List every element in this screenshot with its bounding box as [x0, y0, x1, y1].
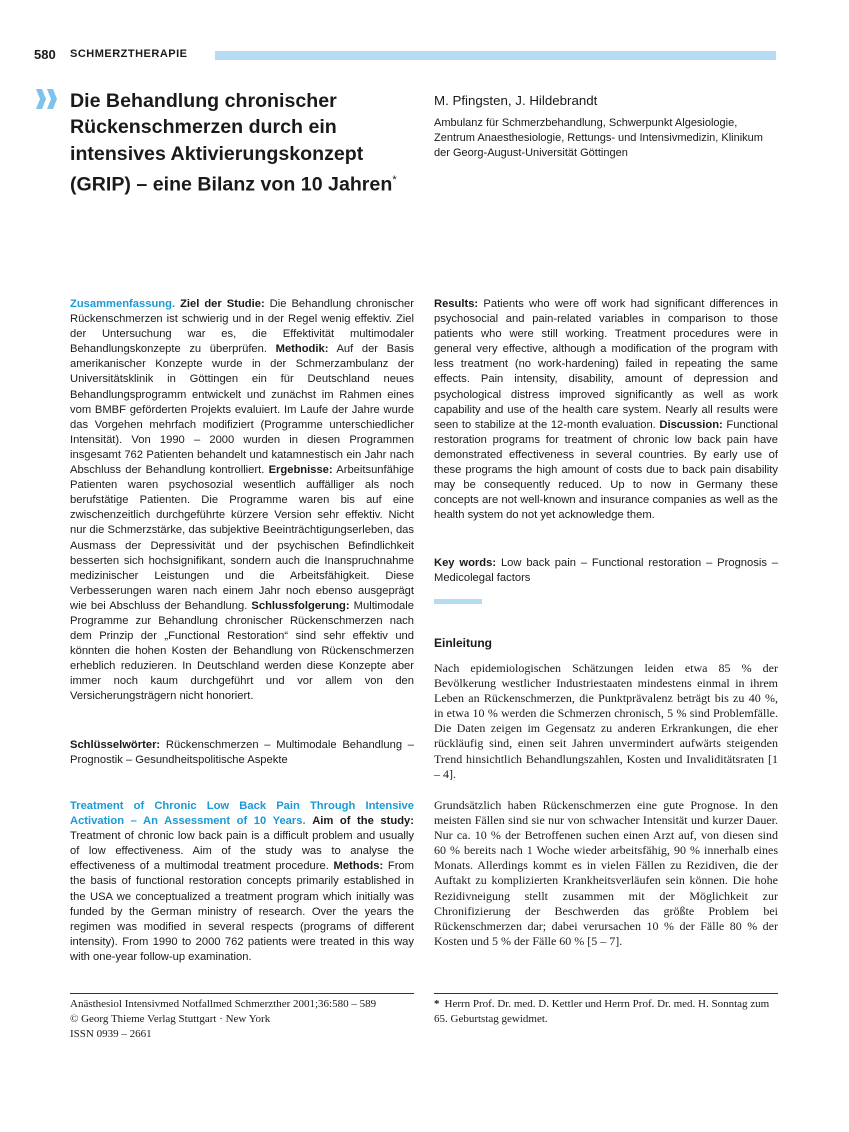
results-text-en: Patients who were off work had significant differences in psychosocial and pain-related variables in comparison to those patients who were still working. Treatment procedures were in general very effective, although a modification of the program with less treatment (no work-hardening) failed in repeating the same effects. Pain intensity, disability, amount of depression and psychological distress improved significantly as well as work capability and use of the health care system. Nearly all results were seen to stabilize at the 12-month evaluation. [434, 298, 779, 431]
abstract-en-heading: Treatment of Chronic Low Back Pain Through Intensive Activation – An Assessment of 10 Years. [70, 800, 414, 828]
page-number: 580 [34, 47, 56, 62]
methods-label-en: Methods: [333, 860, 384, 873]
aim-label-de: Ziel der Studie: [180, 298, 265, 310]
footer-rule-left [70, 993, 414, 994]
methods-label-de: Methodik: [275, 343, 329, 356]
intro-paragraph-1: Nach epidemiologischen Schätzungen leiden etwa 85 % der Bevölkerung westlicher Industriestaaten mindestens einmal in ihrem Leben an Rückenschmerzen, die Punktprävalenz beträgt bis zu 40 %, in etwa 10 % werden die Schmerzen chronisch, 5 % sind Problemfälle. Die Daten zeigen im Gegensatz zu anderen Erkrankungen, die eher rückläufig sind, einen seit Jahren unvermindert aufwärts steigenden Trend hinsichtlich Behandlungszahlen, Kosten und Invaliditätsraten [1 – 4]. [434, 661, 778, 781]
footer-rule-right [434, 993, 778, 994]
abstract-de [70, 297, 414, 705]
citation-journal: Anästhesiol Intensivmed Notfallmed Schmerzther 2001;36:580 – 589 [70, 998, 377, 1010]
article-title-text: Die Behandlung chronischer Rückenschmerzen durch ein intensives Aktivierungskonzept (GRIP) – eine Bilanz von 10 Jahren [70, 90, 393, 196]
keywords-en [434, 556, 778, 586]
article-title [70, 88, 415, 198]
footnote [434, 997, 778, 1027]
header-bar [215, 51, 776, 60]
intro-paragraph-2: Grundsätzlich haben Rückenschmerzen eine gute Prognose. In den meisten Fällen sind sie nur von schwacher Intensität und kurzer Dauer. Nur ca. 10 % der Betroffenen suchen einen Arzt auf, von diesen sind 60 % bereits nach 1 Woche wieder arbeitsfähig, 90 % innerhalb eines Monats. Allerdings kommt es in vielen Fällen zu Rezidiven, die der Auftakt zu komplizierten Krankheitsverläufen sein können. Die hohe Rezidivneigung stellt zusammen mit der Möglichkeit zur Chronifizierung der Beschwerden das größte Problem bei Rückenschmerzen dar; dabei verursachen 10 % der Fälle 80 % der Kosten und 5 % der Fälle 60 % [5 – 7]. [434, 798, 778, 948]
methods-text-de: Auf der Basis amerikanischer Konzepte wurde in der Schmerzambulanz der Universitätsklinik in Göttingen ein für Deutschland neues Behandlungsprogramm entwickelt und zunächst im Rahmen eines vom BMBF geförderten Projekts evaluiert. Im Laufe der Jahre wurde das Vorgehen mehrfach modifiziert (Programme unterschiedlicher Intensität). Von 1990 – 2000 wurden in diesen Programmen insgesamt 762 Patienten behandelt und katamnestisch ein Jahr nach Abschluss der Behandlung kontrolliert. [70, 343, 414, 477]
abstract-en-continued [434, 297, 778, 523]
quote-icon [35, 88, 59, 115]
footnote-mark: * [434, 998, 440, 1010]
authors: M. Pfingsten, J. Hildebrandt [434, 93, 598, 108]
footnote-text: Herrn Prof. Dr. med. D. Kettler und Herrn Prof. Dr. med. H. Sonntag zum 65. Geburtstag gewidmet. [434, 998, 770, 1025]
citation-issn: ISSN 0939 – 2661 [70, 1028, 152, 1040]
aim-text-en: Treatment of chronic low back pain is a difficult problem and usually of low effectiveness. Aim of the study was to analyse the effectiveness of a multimodal treatment procedure. [70, 830, 414, 873]
results-label-en: Results: [434, 298, 479, 310]
results-text-de: Arbeitsunfähige Patienten waren psychosozial wesentlich auffälliger als noch berufstätige Patienten. Die Programme waren bis auf eine zwischenzeitlich durchgeführte kürzere Version sehr effektiv. Nicht nur die Schmerzstärke, das subjektive Beeinträchtigungserleben, das Ausmass der Depressivität und der psychischen Befindlichkeit besserten sich hochsignifikant, sondern auch die Inanspruchnahme medizinischer Leistungen und die Arbeitsfähigkeit. Diese Verbesserungen waren nach einem Jahr noch ebenso ausgeprägt wie bei Abschluss der Behandlung. [70, 464, 414, 612]
keywords-label-de: Schlüsselwörter: [70, 739, 161, 751]
citation [70, 997, 376, 1042]
citation-publisher: © Georg Thieme Verlag Stuttgart · New York [70, 1013, 271, 1025]
aim-text-de: Die Behandlung chronischer Rückenschmerzen ist schwierig und in der Regel wenig effektiv. Ziel der Untersuchung war es, die Effektivität multimodaler Behandlungskonzepte zu überprüfen. [70, 298, 415, 356]
abstract-en [70, 799, 414, 965]
keywords-text-de: Rückenschmerzen – Multimodale Behandlung – Prognostik – Gesundheitspolitische Aspekte [70, 739, 415, 767]
discussion-label-en: Discussion: [659, 418, 723, 431]
keywords-text-en: Low back pain – Functional restoration – Prognosis – Medicolegal factors [434, 557, 779, 585]
section-title: SCHMERZTHERAPIE [70, 48, 188, 60]
aim-label-en: Aim of the study: [312, 815, 414, 828]
intro-heading: Einleitung [434, 636, 492, 650]
abstract-de-heading: Zusammenfassung. [70, 298, 176, 310]
discussion-text-en: Functional restoration programs for treatment of chronic low back pain have demonstrated effectiveness in several countries. By early use of these programs the high amount of costs due to back pain disability may be consequently reduced. Up to now in Germany these concepts are not well-known and insurance companies as well as the health system do not yet acknowledge them. [434, 418, 779, 522]
results-label-de: Ergebnisse: [268, 464, 333, 477]
title-footnote-mark: * [392, 174, 397, 187]
conclusion-label-de: Schlussfolgerung: [251, 599, 350, 612]
affiliation: Ambulanz für Schmerzbehandlung, Schwerpunkt Algesiologie, Zentrum Anaesthesiologie, Rettungs- und Intensivmedizin, Klinikum der Georg-August-Universität Göttingen [434, 117, 763, 159]
keywords-de [70, 738, 414, 768]
section-divider [434, 599, 482, 604]
keywords-label-en: Key words: [434, 557, 497, 569]
conclusion-text-de: Multimodale Programme zur Behandlung chronischer Rückenschmerzen nach dem Prinzip der „Functional Restoration“ sind sehr effektiv und könnten die hohen Kosten der Behandlung von Rückenschmerzen erheblich reduzieren. In Deutschland werden diese Konzepte aber immer noch kaum durchgeführt und vor allem von den Versicherungsträgern nicht honoriert. [70, 599, 414, 703]
methods-text-en: From the basis of functional restoration concepts primarily established in the USA we conceptualized a treatment program which initially was funded by the German ministry of research. Over the years the regimen was modified in several respects (programs of different intensity). From 1990 to 2000 762 patients were treated in this way with one-year follow-up examination. [70, 860, 414, 963]
